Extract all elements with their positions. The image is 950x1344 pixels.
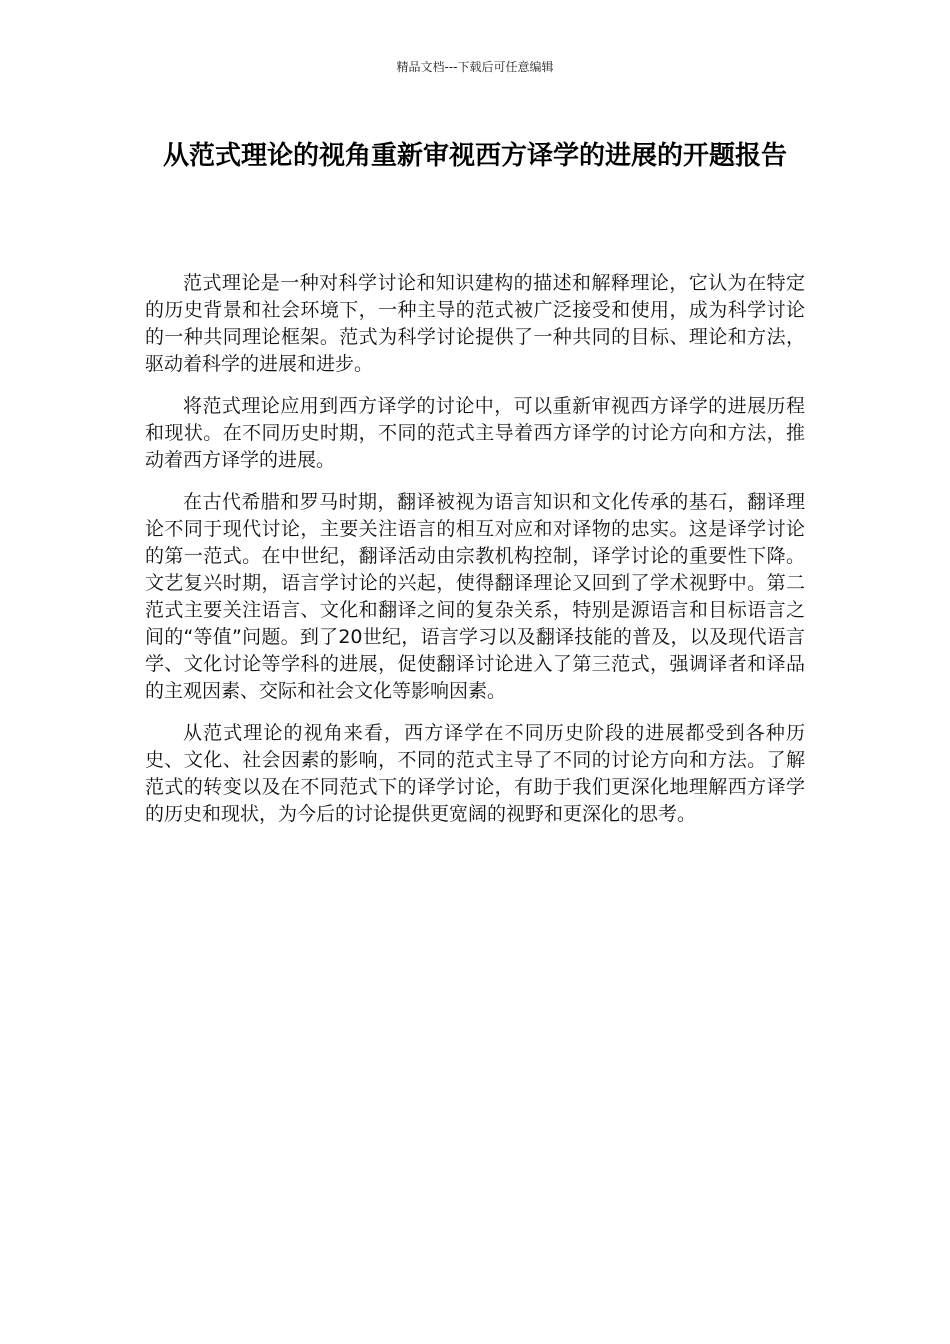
document-title: 从范式理论的视角重新审视西方译学的进展的开题报告 xyxy=(162,141,787,171)
document-body xyxy=(145,270,805,843)
paragraph-1: 范式理论是一种对科学讨论和知识建构的描述和解释理论，它认为在特定的历史背景和社会环境下，一种主导的范式被广泛接受和使用，成为科学讨论的一种共同理论框架。范式为科学讨论提供了一种共同的目标、理论和方法，驱动着科学的进展和进步。 xyxy=(145,272,805,375)
paragraph-4: 从范式理论的视角来看，西方译学在不同历史阶段的进展都受到各种历史、文化、社会因素的影响，不同的范式主导了不同的讨论方向和方法。了解范式的转变以及在不同范式下的译学讨论，有助于我们更深化地理解西方译学的历史和现状，为今后的讨论提供更宽阔的视野和更深化的思考。 xyxy=(145,722,805,825)
paragraph-2: 将范式理论应用到西方译学的讨论中，可以重新审视西方译学的进展历程和现状。在不同历史时期，不同的范式主导着西方译学的讨论方向和方法，推动着西方译学的进展。 xyxy=(145,395,805,471)
header-note: 精品文档---下载后可任意编辑 xyxy=(396,60,554,74)
paragraph-3: 在古代希腊和罗马时期，翻译被视为语言知识和文化传承的基石，翻译理论不同于现代讨论，主要关注语言的相互对应和对译物的忠实。这是译学讨论的第一范式。在中世纪，翻译活动由宗教机构控制，译学讨论的重要性下降。文艺复兴时期，语言学讨论的兴起，使得翻译理论又回到了学术视野中。第二范式主要关注语言、文化和翻译之间的复杂关系，特别是源语言和目标语言之间的“等值”问题。到了20世纪，语言学习以及翻译技能的普及，以及现代语言学、文化讨论等学科的进展，促使翻译讨论进入了第三范式，强调译者和译品的主观因素、交际和社会文化等影响因素。 xyxy=(145,491,805,702)
